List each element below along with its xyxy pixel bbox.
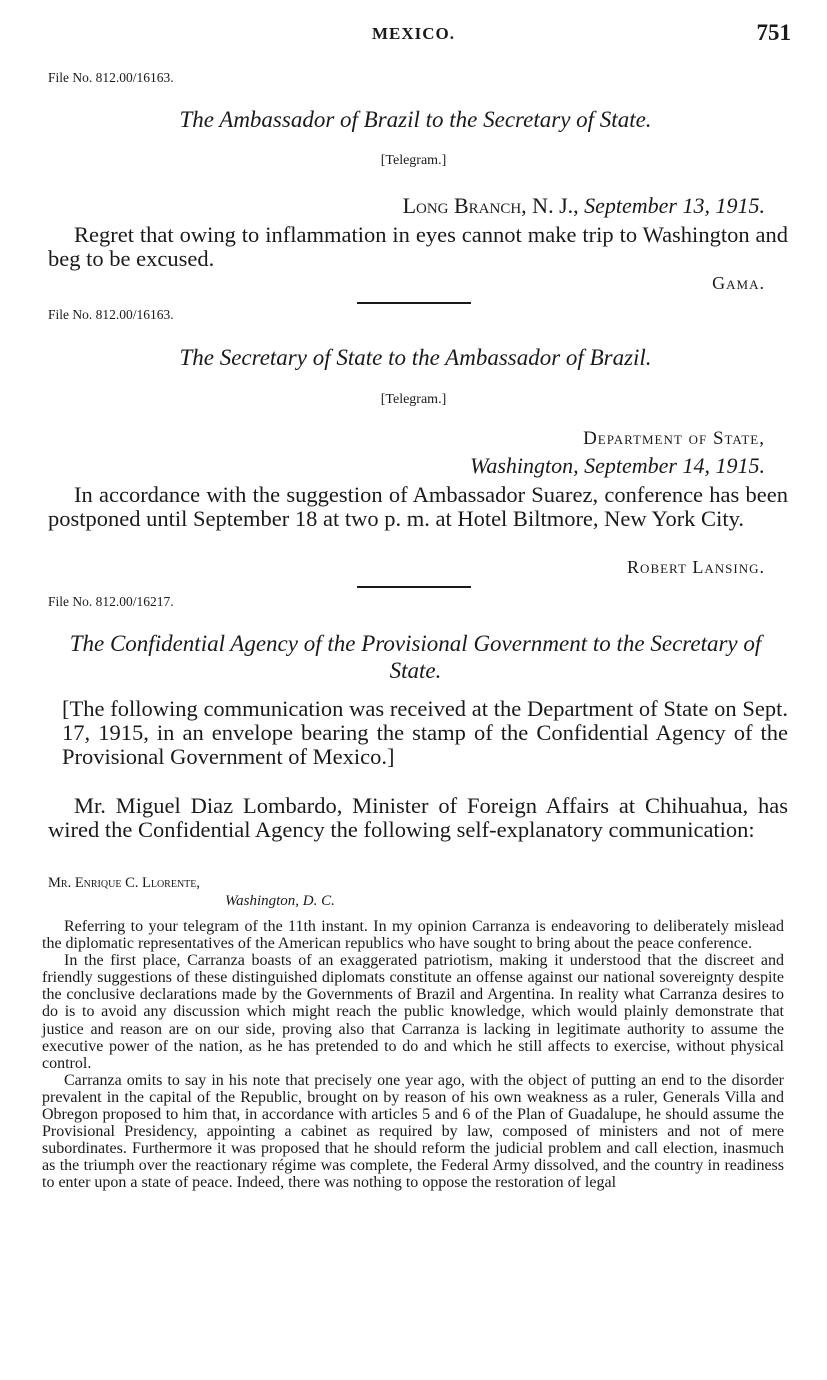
signature-1: Gama. bbox=[712, 273, 765, 293]
letter-paragraph-2: In the first place, Carranza boasts of an exaggerated patriotism, making it understood that the discreet and friendly suggestions of these distinguished diplomats constitute an offense against our national sovereignty despite the conclusive declarations made by the Governments of Brazil and Argentina. In reality what Carranza desires to do is to avoid any discussion which might reach the public knowledge, which would plainly demonstrate that justice and reason are on our side, proving also that Carranza is lacking in legitimate authority to assume the executive power of the nation, as he has pretended to do and which he still affects to exercise, without physical control. bbox=[42, 952, 784, 1072]
page-number: 751 bbox=[756, 20, 791, 45]
letter-paragraph-3: Carranza omits to say in his note that precisely one year ago, with the object of putting an end to the disorder prevalent in the capital of the Republic, brought on by reason of his own weakness as a ruler, Generals Villa and Obregon proposed to him that, in accordance with articles 5 and 6 of the Plan of Guadalupe, he should assume the Provisional Presidency, appointing a cabinet as required by law, composed of ministers and not of mere subordinates. Furthermore it was proposed that he should reform the judicial problem and call election, inasmuch as the triumph over the reactionary régime was complete, the Federal Army dissolved, and the country in readiness to enter upon a state of peace. Indeed, there was nothing to oppose the restoration of legal bbox=[42, 1071, 784, 1192]
letter-paragraph-1: Referring to your telegram of the 11th instant. In my opinion Carranza is endeavoring to deliberately mislead the diplomatic representatives of the American republics who have sought to bring about the peace conference. bbox=[42, 918, 784, 953]
document-heading-1: The Ambassador of Brazil to the Secretary of State. bbox=[179, 107, 652, 132]
file-number-3: File No. 812.00/16217. bbox=[48, 594, 174, 609]
signature-2: Robert Lansing. bbox=[627, 557, 765, 577]
section-divider-2 bbox=[357, 586, 471, 588]
file-number-2: File No. 812.00/16163. bbox=[48, 307, 174, 322]
intro-paragraph: Mr. Miguel Diaz Lombardo, Minister of Foreign Affairs at Chihuahua, has wired the Confidential Agency the following self-explanatory communication: bbox=[48, 793, 788, 842]
document-heading-3: The Confidential Agency of the Provisional Government to the Secretary of State. bbox=[69, 631, 762, 683]
document-heading-2: The Secretary of State to the Ambassador of Brazil. bbox=[179, 345, 652, 370]
telegram-body-2: In accordance with the suggestion of Ambassador Suarez, conference has been postponed until September 18 at two p. m. at Hotel Biltmore, New York City. bbox=[48, 482, 788, 531]
addressee-city: Washington, D. C. bbox=[225, 893, 335, 909]
dateline-date-1: September 13, 1915. bbox=[584, 193, 765, 218]
telegram-label-2: [Telegram.] bbox=[380, 392, 447, 407]
addressee-name bbox=[48, 875, 200, 892]
dateline-place-1: Long Branch, N. J., bbox=[402, 193, 579, 218]
office-line-2 bbox=[583, 428, 765, 450]
office-name-2: Department of State, bbox=[583, 428, 765, 449]
dateline-1 bbox=[403, 193, 765, 219]
running-title: MEXICO. bbox=[372, 24, 456, 43]
telegram-body-1: Regret that owing to inflammation in eyes cannot make trip to Washington and beg to be excused. bbox=[48, 222, 788, 271]
running-head bbox=[0, 20, 827, 50]
letter-body bbox=[42, 918, 784, 1192]
section-divider-1 bbox=[357, 302, 471, 304]
editorial-note: [The following communication was received at the Department of State on Sept. 17, 1915, in an envelope bearing the stamp of the Confidential Agency of the Provisional Government of Mexico.] bbox=[62, 696, 788, 769]
dateline-2: Washington, September 14, 1915. bbox=[470, 453, 765, 478]
file-number-1: File No. 812.00/16163. bbox=[48, 70, 174, 85]
telegram-label-1: [Telegram.] bbox=[380, 153, 447, 168]
addressee-name-text: Mr. Enrique C. Llorente, bbox=[48, 875, 201, 891]
